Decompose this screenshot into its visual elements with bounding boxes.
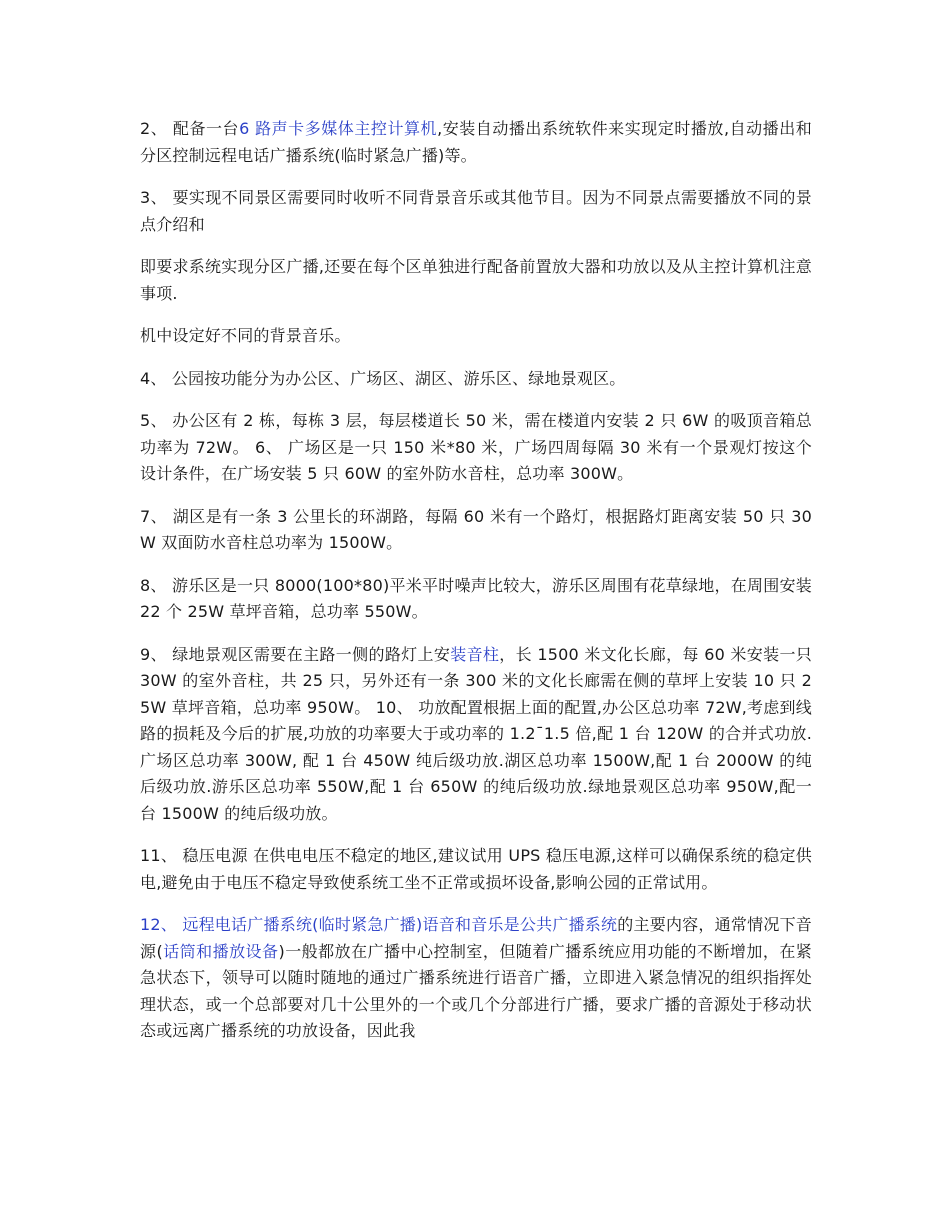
link-multimedia-computer[interactable]: 6 路声卡多媒体主控计算机	[239, 119, 438, 138]
paragraph-2	[140, 116, 812, 169]
paragraph-3c: 机中设定好不同的背景音乐。	[140, 326, 351, 345]
paragraph-9	[140, 642, 812, 828]
paragraph-12-text-c: )一般都放在广播中心控制室，但随着广播系统应用功能的不断增加，在紧急状态下，领导可以随时随地的通过广播系统进行语音广播，立即进入紧急情况的组织指挥处理状态，或一个总部要对几十公里外的一个或几个分部进行广播，要求广播的音源处于移动状态或远离广播系统的功放设备，因此我	[140, 941, 813, 1040]
paragraph-2-text-a: 2、 配备一台	[140, 119, 240, 138]
link-remote-phone-broadcast[interactable]: 远程电话广播系统(临时紧急广播)语音和音乐是公共广播系统	[182, 915, 618, 934]
paragraph-9-text-a: 9、 绿地景观区需要在主路一侧的路灯上安	[140, 644, 451, 664]
paragraph-5: 5、 办公区有 2 栋，每栋 3 层，每层楼道长 50 米，需在楼道内安装 2 只 6W 的吸顶音箱总功率为 72W。 6、 广场区是一只 150 米*80 米，广场四周每隔 30 米有一个景观灯按这个设计条件，在广场安装 5 只 60W 的室外防水音柱，总功率 300W。	[140, 411, 812, 483]
paragraph-2-text-b: ,安装自动播出系统软件来实现定时播放,自动播出和分区控制远程电话广播系统(临时紧急广播)等。	[140, 119, 812, 165]
paragraph-9-text-b: ，长 1500 米文化长廊，每 60 米安装一只 30W 的室外音柱，共 25 只，另外还有一条 300 米的文化长廊需在侧的草坪上安装 10 只 25W 草坪音箱，总功率 950W。 10、 功放配置根据上面的配置,办公区总功率 72W,考虑到线路的损耗及今后的扩展,功放的功率要大于或功率的 1.2¯1.5 倍,配 1 台 120W 的合并式功放.广场区总功率 300W, 配 1 台 450W 纯后级功放.湖区总功率 1500W,配 1 台 2000W 的纯后级功放.游乐区总功率 550W,配 1 台 650W 的纯后级功放.绿地景观区总功率 950W,配一台 1500W 的纯后级功放。	[140, 644, 812, 823]
paragraph-12-text-b: 的主要内容，通常情况下音源(	[140, 915, 812, 961]
paragraph-7: 7、 湖区是有一条 3 公里长的环湖路，每隔 60 米有一个路灯，根据路灯距离安装 50 只 30W 双面防水音柱总功率为 1500W。	[140, 506, 812, 552]
link-speaker-column[interactable]: 装音柱	[450, 644, 500, 664]
paragraph-4: 4、 公园按功能分为办公区、广场区、湖区、游乐区、绿地景观区。	[140, 368, 626, 388]
paragraph-3: 3、 要实现不同景区需要同时收听不同背景音乐或其他节目。因为不同景点需要播放不同的景点介绍和	[140, 188, 812, 234]
paragraph-12	[140, 912, 812, 1045]
link-microphone-devices[interactable]: 话筒和播放设备	[162, 941, 279, 961]
paragraph-3b: 即要求系统实现分区广播,还要在每个区单独进行配备前置放大器和功放以及从主控计算机注意事项.	[140, 257, 812, 303]
paragraph-8: 8、 游乐区是一只 8000(100*80)平米平时噪声比较大，游乐区周围有花草绿地，在周围安装 22 个 25W 草坪音箱，总功率 550W。	[140, 575, 812, 621]
paragraph-11: 11、 稳压电源 在供电电压不稳定的地区,建议试用 UPS 稳压电源,这样可以确保系统的稳定供电,避免由于电压不稳定导致使系统工坐不正常或损坏设备,影响公园的正常试用。	[140, 846, 812, 892]
paragraph-12-number: 12、	[140, 915, 183, 934]
